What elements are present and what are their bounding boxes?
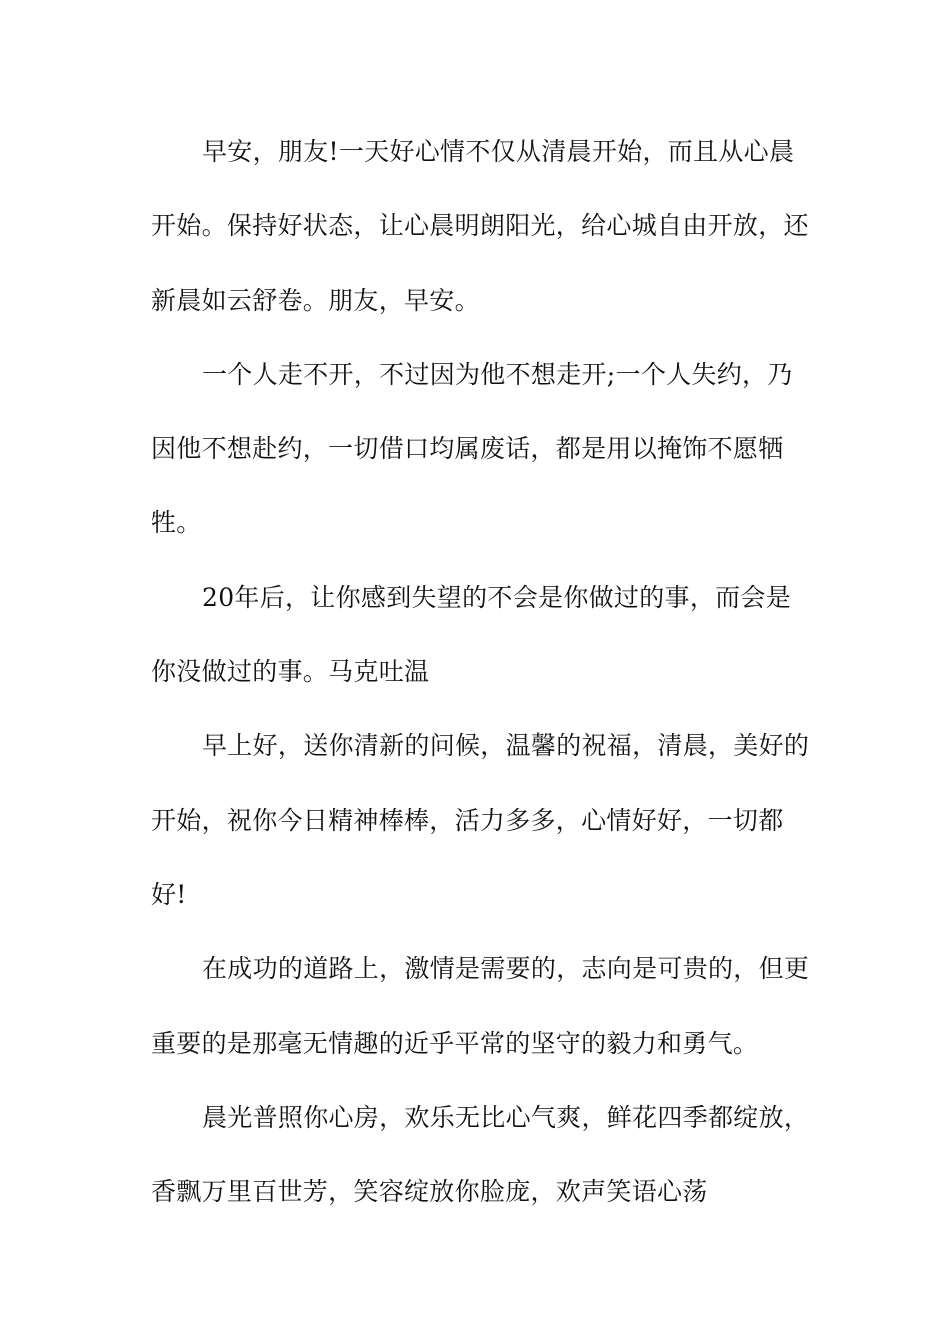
paragraph: 一个人走不开，不过因为他不想走开;一个人失约，乃因他不想赴约，一切借口均属废话，都是用以掩饰不愿牺牲。 (151, 359, 793, 538)
paragraph: 早安，朋友!一天好心情不仅从清晨开始，而且从心晨开始。保持好状态，让心晨明朗阳光，给心城自由开放，还新晨如云舒卷。朋友，早安。 (151, 137, 809, 315)
paragraph: 20年后，让你感到失望的不会是你做过的事，而会是你没做过的事。马克吐温 (151, 582, 792, 687)
paragraph: 早上好，送你清新的问候，温馨的祝福，清晨，美好的开始，祝你今日精神棒棒，活力多多，心情好好，一切都好! (151, 731, 810, 909)
paragraph: 在成功的道路上，激情是需要的，志向是可贵的，但更重要的是那毫无情趣的近乎平常的坚守的毅力和勇气。 (151, 954, 810, 1058)
paragraph: 晨光普照你心房，欢乐无比心气爽，鲜花四季都绽放，香飘万里百世芳，笑容绽放你脸庞，欢声笑语心荡 (151, 1102, 810, 1207)
document-body (151, 115, 811, 1229)
